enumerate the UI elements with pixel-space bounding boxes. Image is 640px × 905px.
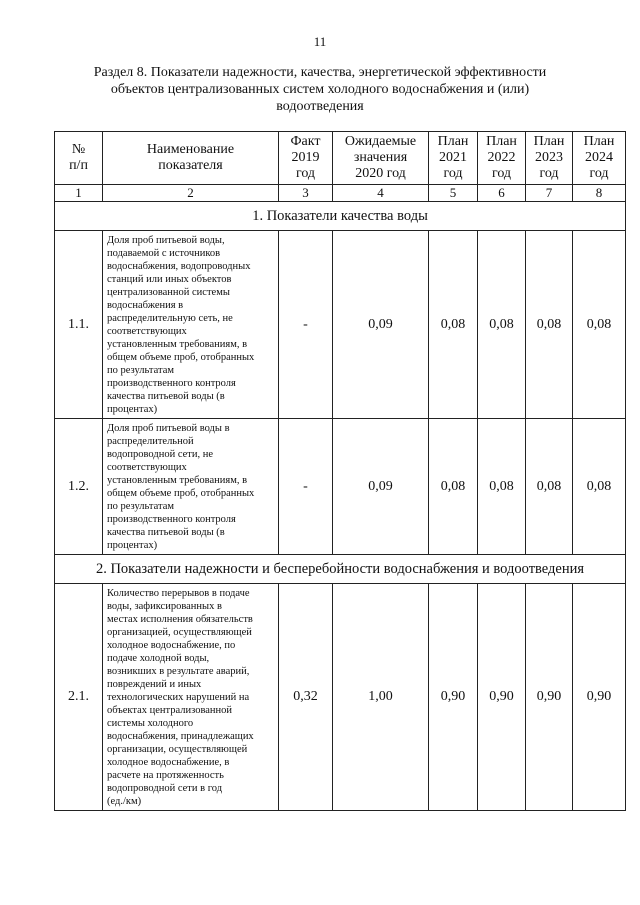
value-cell: 1,00 [333,584,429,811]
indicator-name-line: холодное водоснабжение, по [107,640,236,651]
indicator-name-line: водоснабжения, принадлежащих [107,731,254,742]
header-cell-plan-2022: План 2022 год [478,132,526,185]
header-cell-expected-2020: Ожидаемые значения 2020 год [333,132,429,185]
header-cell-num: № п/п [55,132,103,185]
value-cell: 0,09 [333,419,429,555]
indicator-name-line: качества питьевой воды (в [107,527,225,538]
value-cell: 0,08 [429,231,478,419]
group-header-row [55,202,626,231]
indicator-name-line: водопроводной сети, не [107,449,214,460]
indicator-name-line: соответствующих [107,462,187,473]
value-cell: 0,90 [573,584,626,811]
header-cell-plan-2021: План 2021 год [429,132,478,185]
group-title: 1. Показатели качества воды [55,202,626,231]
header-cell-plan-2024: План 2024 год [573,132,626,185]
indicator-name [103,419,279,555]
column-number: 6 [478,185,526,202]
title-line: Раздел 8. Показатели надежности, качества, энергетической эффективности [93,65,547,80]
indicator-name-line: местах исполнения обязательств [107,614,253,625]
indicator-name-line: общем объеме проб, отобранных [107,488,255,499]
indicator-name-line: производственного контроля [107,514,236,525]
indicator-name-line: Доля проб питьевой воды в [107,423,230,434]
indicator-name-line: станций или иных объектов [107,274,232,285]
indicator-name-line: водоснабжения в [107,300,184,311]
value-cell: 0,09 [333,231,429,419]
indicator-name-line: Количество перерывов в подаче [107,588,250,599]
row-number: 1.2. [55,419,103,555]
indicator-name-line: технологических нарушений на [107,692,250,703]
table-row [55,419,626,555]
indicator-name-line: повреждений и иных [107,679,202,690]
value-cell: 0,32 [279,584,333,811]
value-cell: 0,08 [478,231,526,419]
row-number: 2.1. [55,584,103,811]
header-row [55,132,626,185]
title-line: объектов централизованных систем холодного водоснабжения и (или) [110,82,530,97]
indicator-name-line: объектах централизованной [107,705,233,716]
header-cell-name: Наименование показателя [103,132,279,185]
indicator-name-line: воды, зафиксированных в [107,601,222,612]
column-number: 2 [103,185,279,202]
header-cell-fact-2019: Факт 2019 год [279,132,333,185]
value-cell: 0,08 [573,231,626,419]
value-cell: 0,08 [526,419,573,555]
indicator-name-line: (ед./км) [107,796,142,807]
indicator-name-line: подаваемой с источников [107,248,221,259]
value-cell: 0,08 [526,231,573,419]
indicator-name-line: по результатам [107,365,175,376]
column-number: 4 [333,185,429,202]
indicators-table [54,131,626,811]
value-cell: 0,08 [429,419,478,555]
indicator-name-line: соответствующих [107,326,187,337]
group-title: 2. Показатели надежности и бесперебойности водоснабжения и водоотведения [55,555,626,584]
value-cell: 0,08 [573,419,626,555]
indicator-name-line: по результатам [107,501,175,512]
indicator-name-line: Доля проб питьевой воды, [107,235,225,246]
column-number: 3 [279,185,333,202]
table-row [55,584,626,811]
table-body [55,202,626,811]
indicator-name-line: процентах) [107,404,158,415]
value-cell: 0,90 [526,584,573,811]
value-cell: - [279,231,333,419]
header-cell-plan-2023: План 2023 год [526,132,573,185]
indicator-name-line: распределительную сеть, не [107,313,233,324]
indicator-name [103,231,279,419]
indicator-name-line: централизованной системы [107,287,230,298]
indicator-name-line: распределительной [107,436,194,447]
value-cell: - [279,419,333,555]
indicator-name-line: качества питьевой воды (в [107,391,225,402]
indicator-name-line: водоснабжения, водопроводных [107,261,251,272]
column-number: 7 [526,185,573,202]
indicator-name-line: холодное водоснабжение, в [107,757,230,768]
column-number-row [55,185,626,202]
indicator-name-line: производственного контроля [107,378,236,389]
table-row [55,231,626,419]
group-header-row [55,555,626,584]
column-number: 5 [429,185,478,202]
title-line: водоотведения [276,99,364,114]
indicator-name-line: процентах) [107,540,158,551]
page-number: 11 [313,34,327,49]
indicator-name-line: организацией, осуществляющей [107,627,252,638]
value-cell: 0,90 [478,584,526,811]
row-number: 1.1. [55,231,103,419]
indicator-name-line: расчете на протяженность [107,770,224,781]
column-number: 1 [55,185,103,202]
indicator-name-line: водопроводной сети в год [107,783,223,794]
indicator-name-line: установленным требованиям, в [107,339,248,350]
indicator-name-line: подаче холодной воды, [107,653,210,664]
indicator-name-line: общем объеме проб, отобранных [107,352,255,363]
value-cell: 0,08 [478,419,526,555]
column-number: 8 [573,185,626,202]
value-cell: 0,90 [429,584,478,811]
indicator-name-line: системы холодного [107,718,194,729]
indicator-name-line: возникших в результате аварий, [107,666,250,677]
section-title [60,64,580,115]
indicator-name [103,584,279,811]
indicator-name-line: организации, осуществляющей [107,744,248,755]
indicator-name-line: установленным требованиям, в [107,475,248,486]
